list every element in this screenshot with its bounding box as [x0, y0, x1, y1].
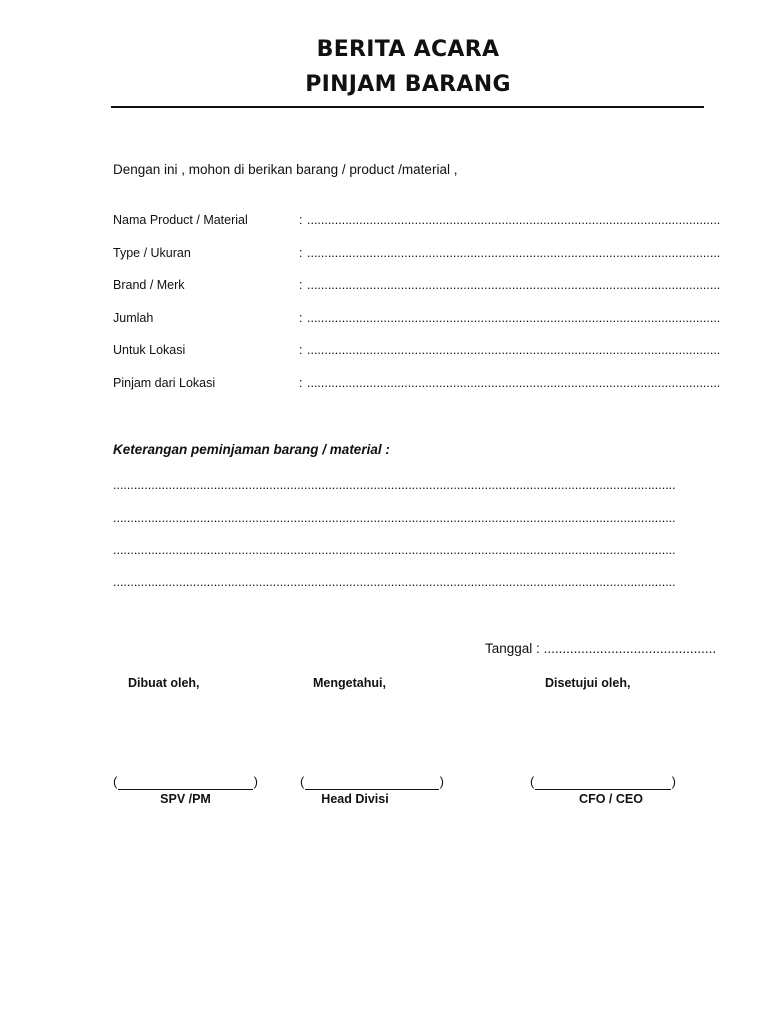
keterangan-line[interactable]: .................................................................................................................................................................. [113, 543, 676, 557]
keterangan-line[interactable]: .................................................................................................................................................................. [113, 575, 676, 589]
tanggal-fill-line[interactable]: .............................................. [543, 641, 717, 656]
signature-heading-disetujui: Disetujui oleh, [545, 676, 631, 690]
signature-role-cfo: CFO / CEO [579, 792, 643, 806]
title-divider [111, 106, 704, 108]
document-title-line2: PINJAM BARANG [305, 72, 511, 97]
intro-text: Dengan ini , mohon di berikan barang / product /material , [113, 162, 458, 177]
field-colon: : [299, 376, 303, 390]
field-label: Jumlah [113, 311, 154, 325]
field-label: Nama Product / Material [113, 213, 248, 227]
field-fill-line[interactable]: ....................................................................................................................... [307, 343, 721, 357]
field-colon: : [299, 278, 303, 292]
field-colon: : [299, 246, 303, 260]
signature-role-spv: SPV /PM [160, 792, 211, 806]
keterangan-line[interactable]: .................................................................................................................................................................. [113, 511, 676, 525]
field-colon: : [299, 213, 303, 227]
paren-close: ) [253, 774, 258, 789]
field-colon: : [299, 311, 303, 325]
paren-open: ( [113, 774, 118, 789]
field-fill-line[interactable]: ....................................................................................................................... [307, 213, 721, 227]
signature-box-spv[interactable] [113, 774, 258, 792]
field-brand-merk [113, 278, 721, 296]
document-title-line1: BERITA ACARA [316, 37, 500, 62]
field-fill-line[interactable]: ....................................................................................................................... [307, 311, 721, 325]
signature-line [535, 789, 671, 790]
paren-open: ( [530, 774, 535, 789]
field-fill-line[interactable]: ....................................................................................................................... [307, 246, 721, 260]
signature-role-head-divisi: Head Divisi [321, 792, 389, 806]
signature-heading-dibuat: Dibuat oleh, [128, 676, 200, 690]
field-fill-line[interactable]: ....................................................................................................................... [307, 278, 721, 292]
tanggal-label: Tanggal : [485, 641, 540, 656]
field-nama-product [113, 213, 721, 231]
signature-line [305, 789, 439, 790]
signature-box-cfo[interactable] [530, 774, 676, 792]
field-colon: : [299, 343, 303, 357]
keterangan-line[interactable]: .................................................................................................................................................................. [113, 478, 676, 492]
signature-line [118, 789, 253, 790]
paren-close: ) [671, 774, 676, 789]
paren-close: ) [439, 774, 444, 789]
field-label: Type / Ukuran [113, 246, 191, 260]
field-type-ukuran [113, 246, 721, 264]
signature-heading-mengetahui: Mengetahui, [313, 676, 386, 690]
keterangan-heading: Keterangan peminjaman barang / material : [113, 442, 390, 457]
signature-box-head-divisi[interactable] [300, 774, 444, 792]
field-fill-line[interactable]: ....................................................................................................................... [307, 376, 721, 390]
field-untuk-lokasi [113, 343, 721, 361]
tanggal-row [485, 641, 717, 656]
paren-open: ( [300, 774, 305, 789]
field-pinjam-dari-lokasi [113, 376, 721, 394]
field-label: Untuk Lokasi [113, 343, 186, 357]
field-label: Pinjam dari Lokasi [113, 376, 216, 390]
field-label: Brand / Merk [113, 278, 185, 292]
field-jumlah [113, 311, 721, 329]
